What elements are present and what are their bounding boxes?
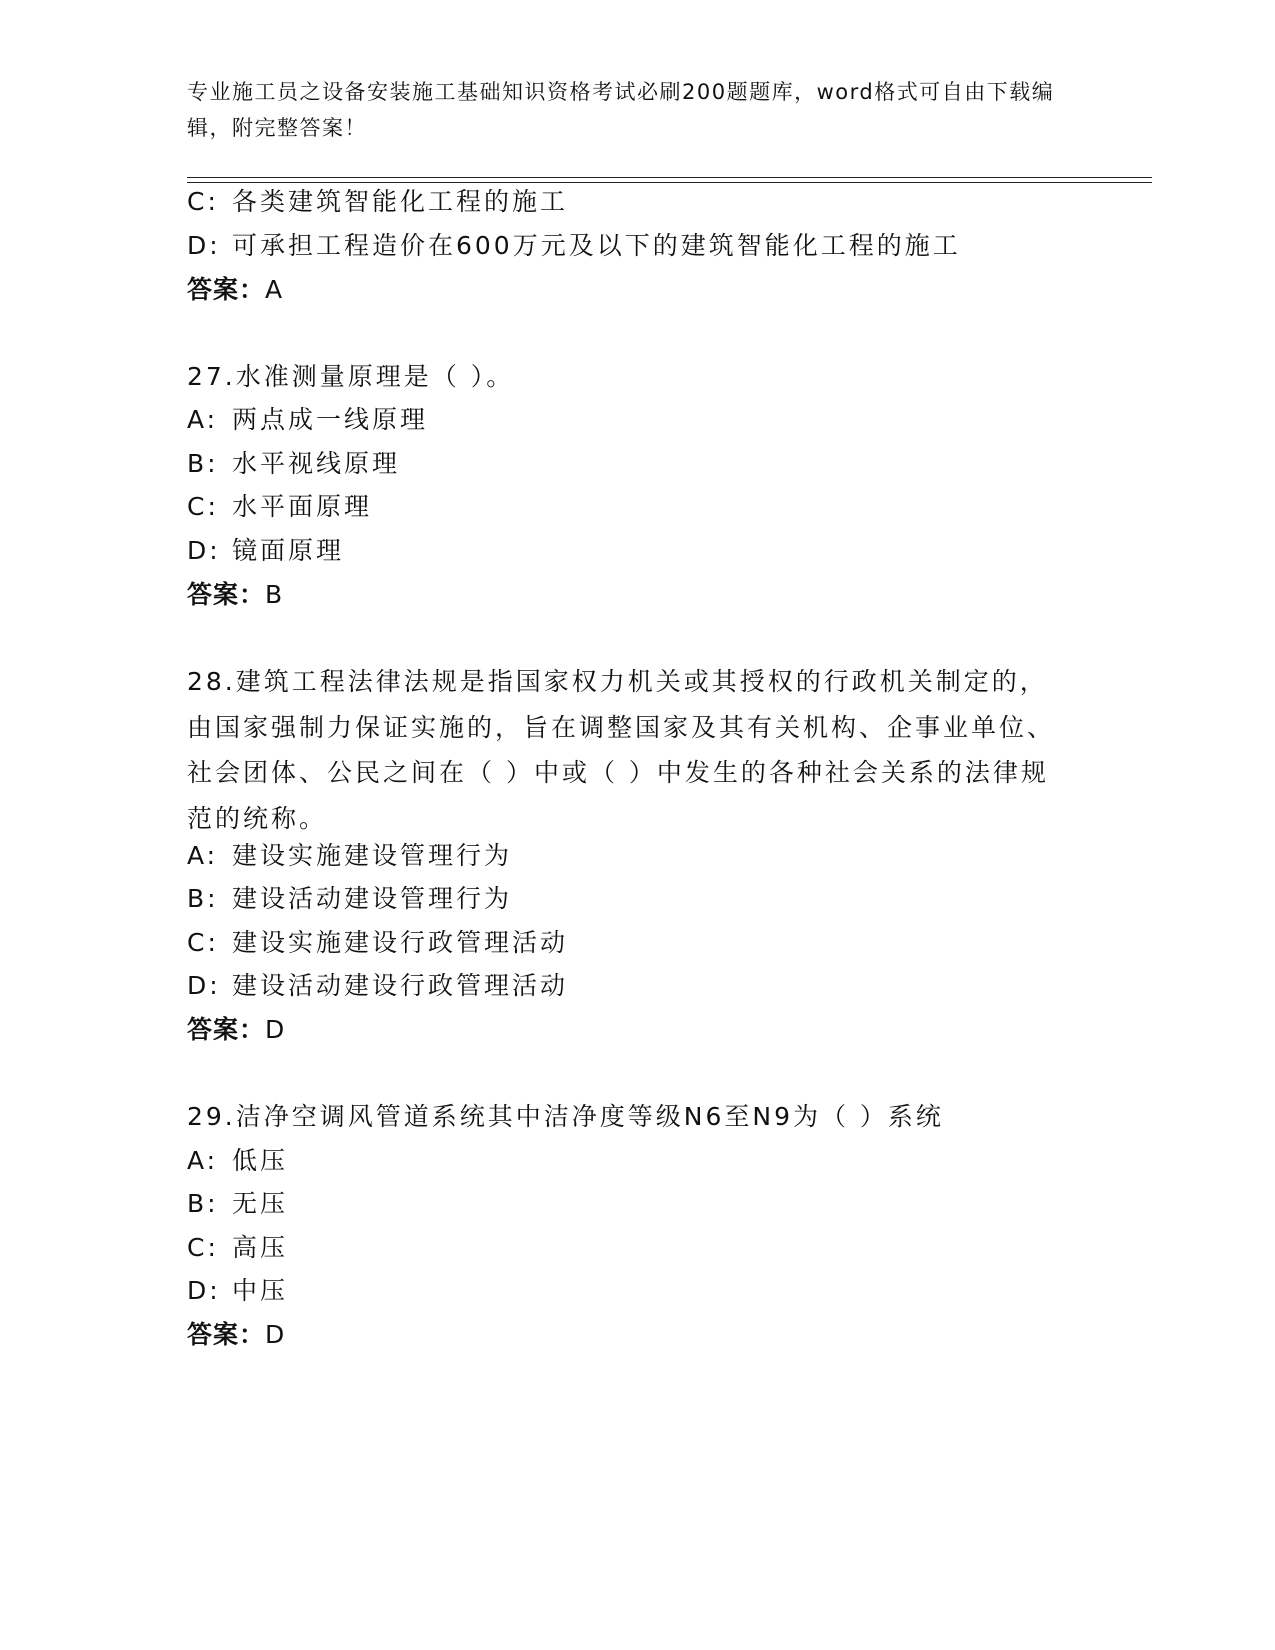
answer-label: 答案：	[187, 1015, 266, 1044]
option-d	[187, 1276, 288, 1306]
option-text: 各类建筑智能化工程的施工	[232, 187, 569, 216]
option-label: D:	[187, 1276, 221, 1305]
answer-label: 答案：	[187, 580, 266, 609]
answer-line	[187, 580, 283, 610]
option-b	[187, 449, 400, 479]
header-divider-bottom	[187, 182, 1152, 183]
header-divider-top	[187, 177, 1152, 178]
option-label: B:	[187, 1189, 219, 1218]
answer-label: 答案：	[187, 1320, 266, 1349]
option-label: D:	[187, 536, 221, 565]
answer-value: A	[265, 275, 284, 304]
document-header: 专业施工员之设备安装施工基础知识资格考试必刷200题题库，word格式可自由下载编辑，附完整答案！	[187, 80, 1055, 140]
question-stem: 28.建筑工程法律法规是指国家权力机关或其授权的行政机关制定的，由国家强制力保证实施的，旨在调整国家及其有关机构、企事业单位、社会团体、公民之间在（ ）中或（ ）中发生的各种社会关系的法律规范的统称。	[187, 667, 1056, 833]
option-label: A:	[187, 841, 219, 870]
option-text: 中压	[232, 1276, 289, 1305]
option-b	[187, 884, 512, 914]
option-text: 建设活动建设行政管理活动	[232, 971, 569, 1000]
option-label: B:	[187, 449, 219, 478]
option-label: C:	[187, 928, 219, 957]
option-text: 无压	[232, 1189, 289, 1218]
option-label: C:	[187, 492, 219, 521]
option-text: 水平面原理	[232, 492, 373, 521]
answer-value: B	[265, 580, 284, 609]
option-text: 两点成一线原理	[232, 405, 429, 434]
answer-line	[187, 1015, 285, 1045]
option-label: D:	[187, 971, 221, 1000]
option-c	[187, 492, 372, 522]
option-d	[187, 231, 961, 261]
option-a	[187, 405, 428, 435]
answer-line	[187, 275, 283, 305]
question-stem: 27.水准测量原理是（ ）。	[187, 362, 515, 391]
question-stem: 29.洁净空调风管道系统其中洁净度等级N6至N9为（ ）系统	[187, 1102, 944, 1131]
option-c	[187, 187, 568, 217]
option-text: 建设实施建设管理行为	[232, 841, 513, 870]
option-label: C:	[187, 187, 219, 216]
answer-value: D	[265, 1320, 286, 1349]
option-text: 水平视线原理	[232, 449, 401, 478]
option-d	[187, 536, 344, 566]
option-d	[187, 971, 568, 1001]
answer-line	[187, 1320, 285, 1350]
option-label: C:	[187, 1233, 219, 1262]
option-text: 高压	[232, 1233, 289, 1262]
option-label: A:	[187, 1146, 219, 1175]
option-c	[187, 928, 568, 958]
answer-label: 答案：	[187, 275, 266, 304]
option-b	[187, 1189, 288, 1219]
option-label: A:	[187, 405, 219, 434]
option-text: 建设实施建设行政管理活动	[232, 928, 569, 957]
option-text: 镜面原理	[232, 536, 345, 565]
option-c	[187, 1233, 288, 1263]
option-a	[187, 841, 512, 871]
option-text: 低压	[232, 1146, 289, 1175]
option-label: D:	[187, 231, 221, 260]
option-a	[187, 1146, 288, 1176]
option-label: B:	[187, 884, 219, 913]
option-text: 可承担工程造价在600万元及以下的建筑智能化工程的施工	[232, 231, 961, 260]
answer-value: D	[265, 1015, 286, 1044]
option-text: 建设活动建设管理行为	[232, 884, 513, 913]
